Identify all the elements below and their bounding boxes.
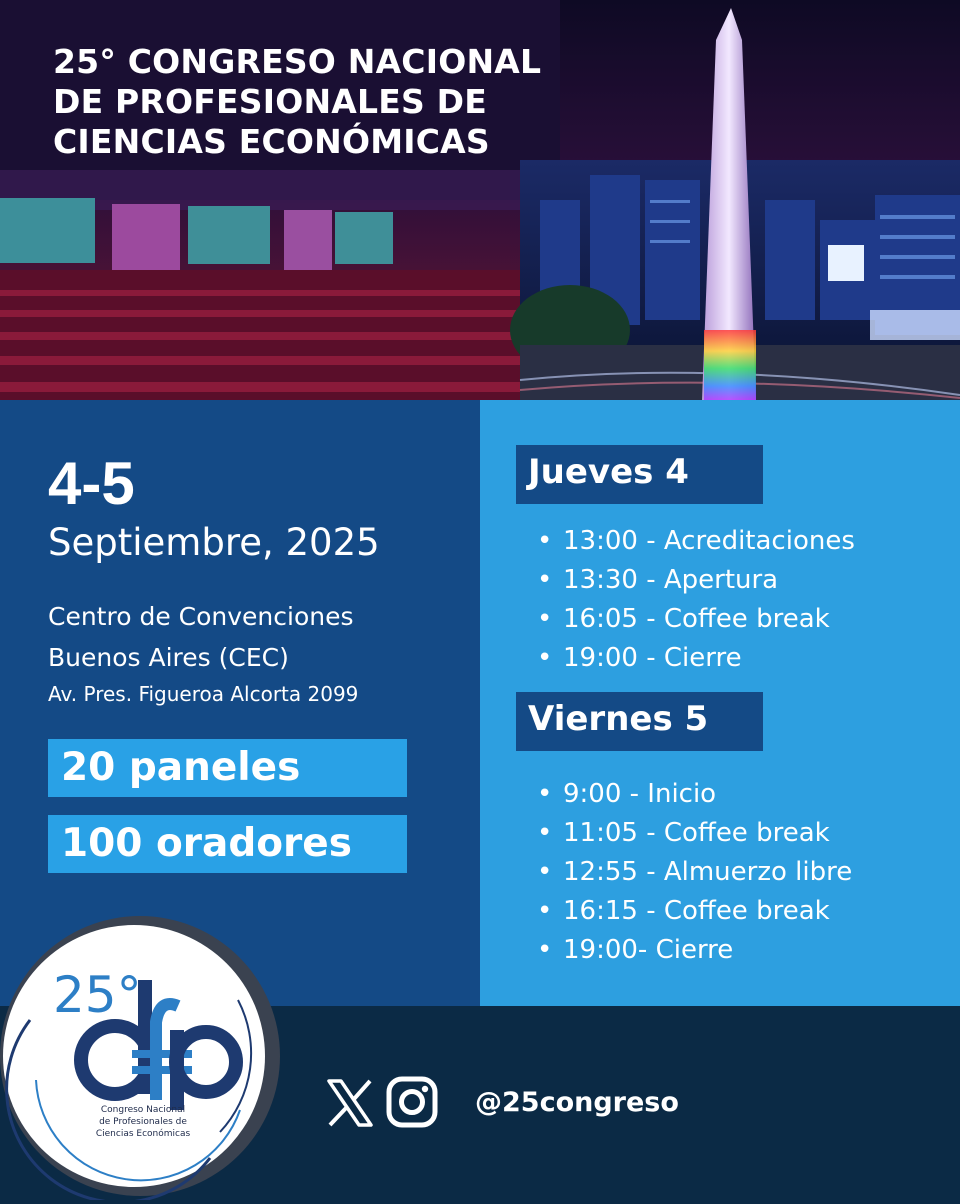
event-title xyxy=(53,42,613,162)
x-icon[interactable] xyxy=(326,1078,374,1128)
congress-logo xyxy=(0,910,290,1200)
panels-count-badge: 20 paneles xyxy=(48,739,407,797)
logo-caption-line: de Profesionales de xyxy=(99,1117,187,1127)
event-title-line: DE PROFESIONALES DE xyxy=(53,82,487,121)
schedule-item: • 9:00 - Inicio xyxy=(537,775,852,814)
speakers-count-badge: 100 oradores xyxy=(48,815,407,873)
schedule-day-friday: Viernes 5 xyxy=(516,692,763,751)
logo-number: 25° xyxy=(53,966,142,1024)
venue-line: Centro de Convenciones xyxy=(48,602,354,631)
event-title-line: 25° CONGRESO NACIONAL xyxy=(53,42,542,81)
event-month-year: Septiembre, 2025 xyxy=(48,521,380,564)
logo-caption-line: Congreso Nacional xyxy=(100,1105,186,1115)
logo-caption xyxy=(88,1104,198,1140)
schedule-item: • 19:00 - Cierre xyxy=(537,639,855,678)
hero-banner xyxy=(0,0,960,400)
schedule-item: • 16:05 - Coffee break xyxy=(537,600,855,639)
social-handle[interactable]: @25congreso xyxy=(475,1087,679,1118)
schedule-item: • 19:00- Cierre xyxy=(537,931,852,970)
schedule-item: • 16:15 - Coffee break xyxy=(537,892,852,931)
schedule-item: • 12:55 - Almuerzo libre xyxy=(537,853,852,892)
schedule-day-thursday: Jueves 4 xyxy=(516,445,763,504)
logo-emblem xyxy=(0,910,290,1200)
schedule-item: • 11:05 - Coffee break xyxy=(537,814,852,853)
instagram-icon[interactable] xyxy=(386,1076,438,1128)
schedule-item: • 13:30 - Apertura xyxy=(537,561,855,600)
event-title-line: CIENCIAS ECONÓMICAS xyxy=(53,122,490,161)
event-days: 4-5 xyxy=(48,450,135,517)
schedule-list-friday xyxy=(537,775,852,970)
schedule-item: • 13:00 - Acreditaciones xyxy=(537,522,855,561)
venue-name xyxy=(48,596,354,678)
venue-line: Buenos Aires (CEC) xyxy=(48,643,289,672)
venue-address: Av. Pres. Figueroa Alcorta 2099 xyxy=(48,682,359,706)
logo-caption-line: Ciencias Económicas xyxy=(95,1129,191,1139)
schedule-list-thursday xyxy=(537,522,855,678)
